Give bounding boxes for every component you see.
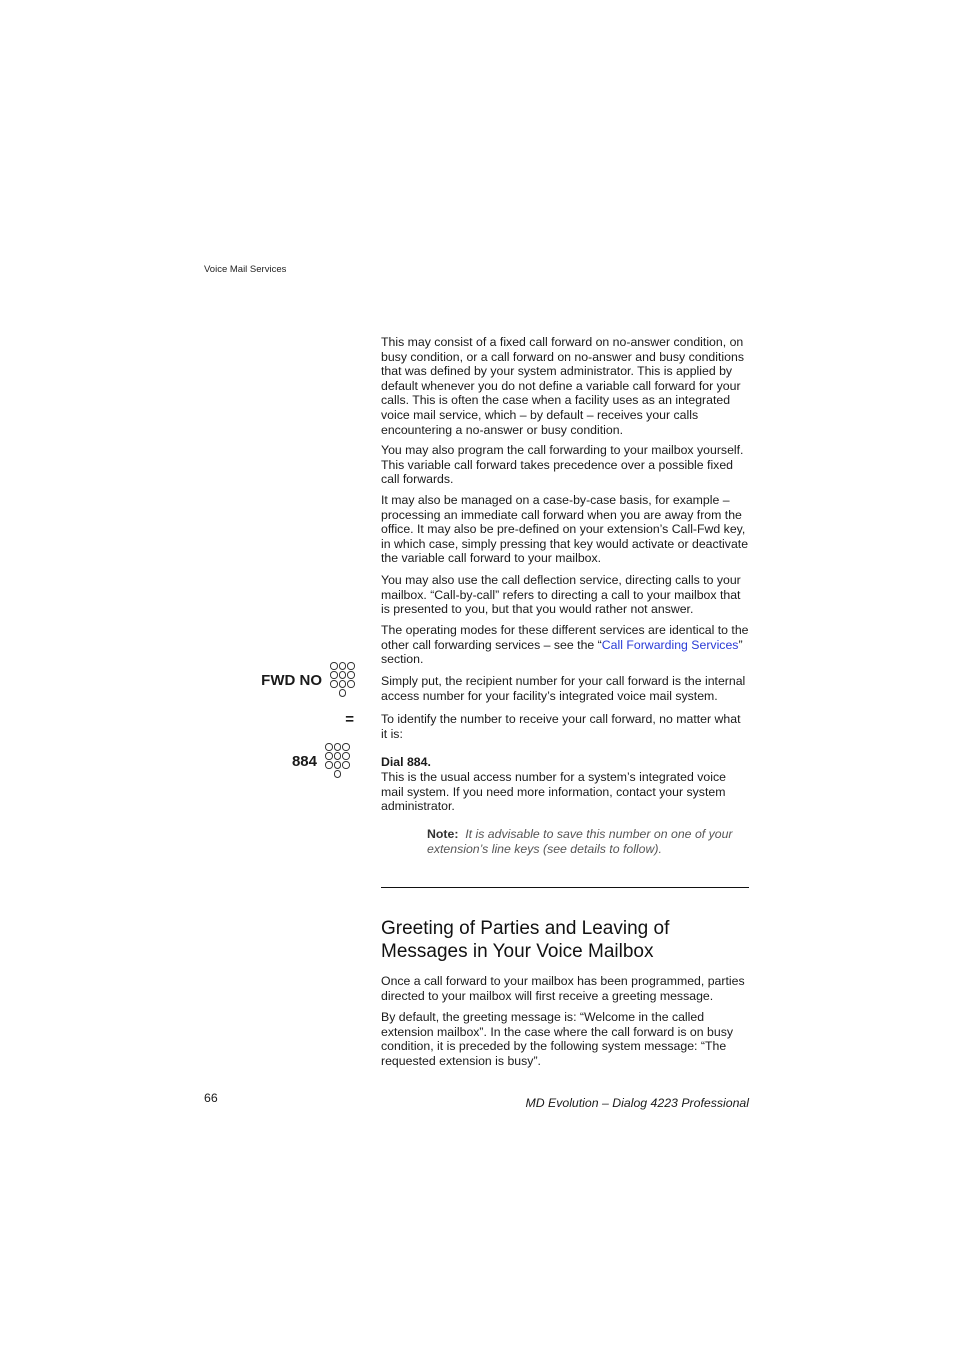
paragraph-variable-call-forward: You may also program the call forwarding to your mailbox yourself. This variable call forward takes precedence over a possible fixed call forwards.: [381, 443, 744, 487]
paragraph-case-by-case: It may also be managed on a case-by-case basis, for example – processing an immediate call forward when you are away from the office. It may also be pre-defined on your extension’s Call-Fwd key, in which case, simply pressing that key would activate or deactivate the variable call forward to your mailbox.: [381, 493, 749, 566]
running-header: Voice Mail Services: [204, 264, 287, 275]
paragraph-operating-modes: [381, 623, 749, 667]
paragraph-fixed-call-forward: This may consist of a fixed call forward on no-answer condition, on busy condition, or a call forward on no-answer and busy conditions that was defined by your system administrator. This is applied by default whenever you do not define a variable call forward for your calls. This is often the case when a facility uses as an integrated voice mail service, which – by default – receives your calls encountering a no-answer or busy condition.: [381, 335, 744, 437]
page-number: 66: [204, 1091, 218, 1105]
dial-number-label: 884: [291, 753, 317, 770]
dial-heading: Dial 884.: [381, 755, 431, 769]
fwd-no-label: FWD NO: [261, 672, 322, 689]
keypad-icon: [330, 662, 354, 697]
paragraph-recipient-number: Simply put, the recipient number for your call forward is the internal access number for your facility’s integrated voice mail system.: [381, 674, 746, 703]
section-heading: Greeting of Parties and Leaving of Messages in Your Voice Mailbox: [381, 918, 670, 962]
paragraph-greeting-intro: Once a call forward to your mailbox has been programmed, parties directed to your mailbox will first receive a greeting message.: [381, 974, 745, 1003]
paragraph-identify-number: To identify the number to receive your call forward, no matter what it is:: [381, 712, 741, 741]
note-text: It is advisable to save this number on one of your extension’s line keys (see details to follow).: [427, 827, 733, 856]
equals-label: =: [345, 711, 354, 728]
paragraph-access-number: This is the usual access number for a system’s integrated voice mail system. If you need more information, contact your system administrator.: [381, 770, 726, 814]
paragraph-call-deflection: You may also use the call deflection service, directing calls to your mailbox. “Call-by-call” refers to directing a call to your mailbox that is presented to you, but that you would rather not answer.: [381, 573, 741, 617]
paragraph-text: The operating modes for these different services are identical to the other call forwarding services – see the “: [381, 623, 749, 652]
paragraph-greeting-default: By default, the greeting message is: “Welcome in the called extension mailbox”. In the case where the call forward is on busy condition, it is preceded by the following system message: “The requested extension is busy”.: [381, 1010, 734, 1068]
note: [427, 827, 749, 857]
note-label: Note:: [427, 827, 459, 841]
keypad-icon: [325, 743, 349, 778]
call-forwarding-services-link[interactable]: Call Forwarding Services: [601, 637, 739, 652]
footer-title: MD Evolution – Dialog 4223 Professional: [525, 1096, 749, 1110]
paragraph-text: ” section.: [381, 637, 743, 667]
divider: [381, 887, 749, 888]
